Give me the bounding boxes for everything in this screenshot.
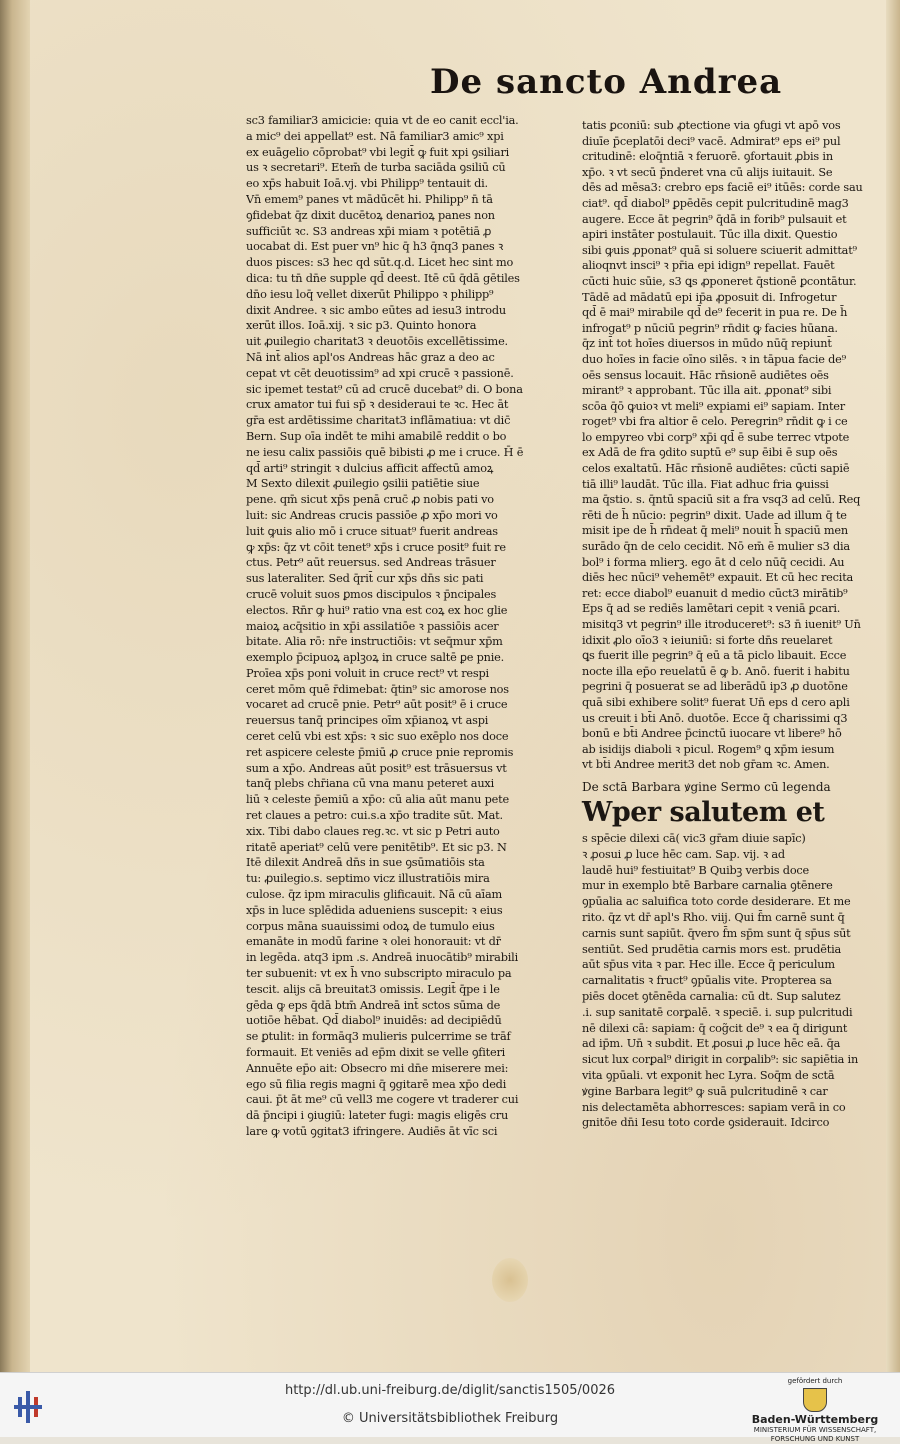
text-line: sic ipemet testat⁹ cū ad crucē ducebat⁹ di. O bona [246,382,523,396]
text-line: maioꝝ acq̄sitio in xp̄i assilatiōe ꝛ passiōis acer [246,619,499,633]
text-line: dēs ad mēsa3: crebro eps faciē ei⁹ itūēs: corde sau [582,181,863,195]
text-line: ꝟgine Barbara legit⁹ ꝙ suā pulcritudinē ꝛ car [582,1084,828,1098]
text-line: infrogat⁹ p nūciū pegrin⁹ rn̄dit ꝙ facies hūana. [582,321,838,335]
text-line: xerūt illos. Ioā.xij. ꝛ sic p3. Quinto honora [246,319,477,333]
text-line: crucē voluit suos ꝑmos discipulos ꝛ p̄ncipales [246,587,497,601]
text-line: dā p̄ncipi i ꝯiugiū: lateter fugi: magis eligēs cru [246,1109,509,1123]
text-line: tescit. alijs cā breuitat3 omissis. Legit̄ q̄pe i le [246,982,500,996]
text-line: ꝯpūalia ac saluifica toto corde desiderare. Et me [582,895,851,909]
text-line: lo empyreo vbi corp⁹ xp̄i qd̄ ē sube terrec vtpote [582,430,850,444]
text-line: us ꝛ secretari⁹. Etem̄ de turba saciāda ꝯsiliū cū [246,161,506,175]
sponsor-name: Baden-Württemberg [751,1413,879,1426]
text-line: ad ip̄m. Un̄ ꝛ subdit. Et ꝓosui ꝓ luce hēc eā. q̄a [582,1037,841,1051]
sponsor-ministry: MINISTERIUM FÜR WISSENSCHAFT, FORSCHUNG UND KUNST [753,1426,877,1443]
text-line: ne iesu calix passiōis quē bibisti ꝓ me i cruce. H̄ ē [246,445,524,459]
text-line: ceret mōm quē r̄dimebat: q̄tin⁹ sic amorose nos [246,682,509,696]
text-line: us creuit i bt̄i Anō. duotōe. Ecce q̄ charissimi q3 [582,711,848,725]
text-line: crux amator tui fui sp̄ ꝛ desideraui te ꝛc. Hec āt [246,398,509,412]
text-line: Vn̄ emem⁹ panes vt mādūcēt hi. Philipp⁹ n̄ tā [246,192,493,206]
text-line: xp̄o. ꝛ vt secū p̄nderet vna cū alijs iuitauit. Se [582,165,833,179]
page-left-edge [0,0,30,1372]
text-line: sum a xp̄o. Andreas aūt posit⁹ est trāsuersus vt [246,761,507,775]
text-line: dn̄o iesu loq̄ vellet dixerūt Philippo ꝛ philipp⁹ [246,287,494,301]
text-line: uocabat di. Est puer vn⁹ hic q̄ h3 q̄nq3 panes ꝛ [246,240,504,254]
text-line: M Sexto dilexit ꝓuilegio ꝯsilii patiētie siue [246,477,480,491]
text-line: ret aspicere celeste p̄miū ꝓ cruce pnie repromis [246,745,514,759]
text-line: emanāte in modū farine ꝛ olei honorauit: vt dr̄ [246,935,501,949]
text-line: nocte illa ep̄o reuelatū ē ꝙ b. Anō. fuerit i habitu [582,664,850,678]
text-line: ciat⁹. qd̄ diabol⁹ ꝑpēdēs cepit pulcritudinē mag3 [582,196,849,210]
text-line: ego sū filia regis magni q̄ ꝯgitarē mea xp̄o dedi [246,1077,507,1091]
text-line: vocaret ad crucē pnie. Petr⁹ aūt posit⁹ ē i cruce [246,698,508,712]
text-line: sibi ꝙuis ꝓponat⁹ quā si soluere sciuerit admittat⁹ [582,243,857,257]
text-line: aūt sp̄us vita ꝛ par. Hec ille. Ecce q̄ periculum [582,958,835,972]
text-line: sus lateraliter. Sed q̄rit̄ cur xp̄s dn̄s sic pati [246,572,484,586]
text-line: culose. q̄z ipm miraculis glificauit. Nā cū aīam [246,888,503,902]
text-line: carnalitatis ꝛ fruct⁹ ꝯpūalis vite. Propterea sa [582,974,832,988]
text-line: eo xp̄s habuit Ioā.vj. vbi Philipp⁹ tentauit di. [246,177,488,191]
text-line: dixit Andree. ꝛ sic ambo eūtes ad iesu3 introdu [246,303,506,317]
text-line: duo hoīes in facie oīno silēs. ꝛ in tāpua facie de⁹ [582,352,846,366]
text-line: oēs sensus locauit. Hāc rn̄sionē audiētes oēs [582,368,829,382]
text-line: nē dilexi cā: sapiam: q̄ cog̃cit de⁹ ꝛ ea q̄ dirigunt [582,1021,848,1035]
text-line: cūcti huic sūie, s3 ꝗs ꝓponeret q̄stionē ꝑcontātur. [582,274,857,288]
source-url-link[interactable]: http://dl.ub.uni-freiburg.de/diglit/sanctis1505/0026 [284,1383,616,1398]
text-line: ꝛ ꝓosui ꝓ luce hēc cam. Sap. vij. ꝛ ad [582,847,785,861]
state-crest-icon [803,1388,827,1412]
text-line: xp̄s in luce splēdida adueniens suscepit: ꝛ eius [246,903,503,917]
text-line: sicut lux corꝑal⁹ dirigit in corꝑalib⁹: sic sapiētia in [582,1053,859,1067]
text-line: ret claues a petro: cui.s.a xp̄o tradite sūt. Mat. [246,809,503,823]
text-line: sc3 familiar3 amicicie: quia vt de eo canit eccl'ia. [246,114,519,127]
text-line: q̄z int̄ tot hoīes diuersos in mūdo nūq̄ repiunt̄ [582,337,832,351]
text-line: carnis sunt sapiūt. q̄vero f̄m sp̄m sunt q̄ sp̄us sūt [582,926,851,940]
text-line: apiri instāter postulauit. Tūc illa dixit. Questio [582,228,838,242]
text-line: ex euāgelio cōprobat⁹ vbi legit̄ ꝙ fuit xpi ꝯsiliari [246,145,510,159]
text-line: sentiūt. Sed prudētia carnis mors est. prudētia [582,942,842,956]
text-line: se ꝑtulit: in formāq3 mulieris pulcerrime se trāf [246,1030,511,1044]
text-line: caui. p̄t āt me⁹ cū vell3 me cogere vt traderer cui [246,1093,519,1107]
text-line: luit: sic Andreas crucis passiōe ꝓ xp̄o mori vo [246,508,498,522]
text-line: misitq3 vt pegrin⁹ ille itroduceret⁹: s3 n̄ iuenit⁹ Un̄ [582,618,861,631]
text-line: uotiōe hēbat. Qd̄ diabol⁹ inuidēs: ad decipiēdū [246,1014,502,1028]
text-line: ritatē aperiat⁹ celū vere penitētib⁹. Et sic p3. N [246,840,507,854]
text-line: Annuēte ep̄o ait: Obsecro mi dn̄e miserere mei: [246,1061,509,1075]
text-line: pegrini q̄ posuerat se ad liberādū ip3 ꝓ duotōne [582,680,848,694]
viewer-footer [0,1372,900,1443]
text-line: nis delectamēta abhorresces: sapiam verā in co [582,1100,846,1114]
text-line: exemplo p̄cipuoꝝ aplꝫoꝝ in cruce saltē ꝑe pnie. [246,651,505,665]
text-line: corpus māna suauissimi odoꝝ de tumulo eius [246,919,495,933]
text-line: quā sibi exhibere solit⁹ fuerat Un̄ eps d cero apli [582,695,850,709]
text-line: reuersus tanq̄ principes oīm xp̄ianoꝝ vt aspi [246,714,489,728]
text-line: pene. qm̄ sicut xp̄s penā cruc̄ ꝓ nobis pati vo [246,493,494,507]
text-line: bonū e bt̄i Andree p̄cinctū iuocare vt libere⁹ hō [582,727,842,741]
page-heading: De sancto Andrea [430,62,783,102]
text-line: idixit ꝓlo oīo3 ꝛ ieiuniū: si forte dn̄s reuelaret [582,633,833,647]
text-line: mirant⁹ ꝛ approbant. Tūc illa ait. ꝓponat⁹ sibi [582,384,832,398]
sermo-text [582,831,888,1131]
text-line: celos exaltatū. Hāc rn̄sionē audiētes: cūcti sapiē [582,462,850,476]
text-line: in legēda. atq3 ipm .s. Andreā inuocātib⁹ mirabili [246,951,518,965]
text-line: piēs docet ꝯtēnēda carnalia: cū dt. Sup salutez [582,989,841,1003]
text-line: tanq̄ plebs chr̄iana cū vna manu peteret auxi [246,777,494,791]
text-line: formauit. Et veniēs ad ep̄m dixit se velle ꝯfiteri [246,1046,506,1060]
text-line: roget⁹ vbi fra altior ē celo. Peregrin⁹ rn̄dit ꝙ i ce [582,415,848,429]
text-line: rito. q̄z vt dr̄ apl's Rho. viij. Qui f̄m carnē sunt q̄ [582,910,845,924]
text-line: ꝯfidebat q̄z dixit ducētoꝝ denarioꝝ panes non [246,208,495,222]
text-line: tu: ꝓuilegio.s. septimo vicz illustratiōis mira [246,872,490,886]
sermo-section [582,779,888,1131]
text-line: ceret celū vbi est xp̄s: ꝛ sic suo exēplo nos doce [246,730,509,744]
text-line: ab isidijs diaboli ꝛ picul. Rogem⁹ ꝗ xp̄m iesum [582,742,835,756]
text-line: duos pisces: s3 hec qd sūt.q.d. Licet hec sint mo [246,256,514,270]
sponsor-block [740,1377,890,1444]
text-line: gr̄a est ardētissime charitat3 inflāmatiua: vt dic̄ [246,414,511,428]
page-right-edge [886,0,900,1372]
sermo-title: De sctā Barbara ꝟgine Sermo cū legenda [582,780,831,794]
text-line: Nā int̄ alios apl'os Andreas hāc graz a deo ac [246,350,495,364]
text-line: tatis ꝑconiū: sub ꝓtectione via ꝯfugi vt apō vos [582,119,841,132]
text-line: augere. Ecce āt pegrin⁹ q̄dā in forib⁹ pulsauit et [582,212,847,226]
text-line: critudinē: eloq̄ntiā ꝛ feruorē. ꝯfortauit ꝓbis in [582,150,833,164]
text-line: ret: ecce diabol⁹ euanuit d medio cūct3 mirātib⁹ [582,586,848,600]
text-line: scōa q̄ō ꝙuioꝛ vt meli⁹ expiami ei⁹ sapiam. Inter [582,399,845,413]
text-line: mur in exemplo btē Barbare carnalia ꝯtēnere [582,879,833,893]
text-line: lare ꝙ votū ꝯgitat3 ifringere. Audiēs āt vīc sci [246,1125,498,1138]
text-line: electos. Rn̄r ꝙ hui⁹ ratio vna est coꝝ ex hoc glie [246,603,508,617]
text-line: Tādē ad mādatū epi ip̄a ꝓposuit di. Infrogetur [582,290,837,304]
text-line: gnitōe dn̄i Iesu toto corde ꝯsiderauit. Idcirco [582,1116,830,1130]
text-line: bitate. Alia rō: nr̄e instructiōis: vt seq̄mur xp̄m [246,635,503,649]
text-line: surādo q̄n de celo cecidit. Nō em̄ ē mulier s3 dia [582,540,850,554]
text-line: uit ꝓuilegio charitat3 ꝛ deuotōis excellētissime. [246,335,508,349]
text-line: ꝙ xp̄s: q̄z vt cōit tenet⁹ xp̄s i cruce posit⁹ fuit re [246,540,506,554]
text-line: tiā illi⁹ laudāt. Tūc illa. Fiat adhuc fria ꝙuissi [582,477,829,491]
copyright-text: © Universitätsbibliothek Freiburg [341,1411,559,1426]
text-line: liū ꝛ celeste p̄emiū a xp̄o: cū alia aūt manu pete [246,793,509,807]
text-line: qd̄ arti⁹ stringit ꝛ dulcius afficit affectū amoꝝ [246,461,494,475]
text-line: misit ipe de h̄ rn̄deat q̄ meli⁹ nouit h̄ spaciū men [582,524,848,538]
text-line: diuīe p̄ceplatōi deci⁹ vacē. Admirat⁹ eps ei⁹ pul [582,134,841,148]
text-line: laudē hui⁹ festiuitat⁹ B Quibꝫ verbis doce [582,863,810,877]
text-line: s spēcie dilexi cā( vic3 gr̄am diuie sapīc) [582,832,806,845]
text-line: xix. Tibi dabo claues reg.ꝛc. vt sic p Petri auto [246,824,500,838]
text-line: a mic⁹ dei appellat⁹ est. Nā familiar3 amic⁹ xpi [246,129,504,143]
text-line: luit ꝙuis alio mō i cruce situat⁹ fuerit andreas [246,524,498,538]
text-line: gēda ꝙ eps q̄dā btm̄ Andreā int̄ sctos sūma de [246,998,501,1012]
text-line: vita ꝯpūali. vt exponit hec Lyra. Soq̄m de sctā [582,1068,835,1082]
text-line: Proīea xp̄s poni voluit in cruce rect⁹ vt respi [246,666,489,680]
paper-stain [492,1258,528,1302]
text-line: cepat vt cēt deuotissim⁹ ad xpi crucē ꝛ passionē. [246,366,514,380]
text-line: sufficiūt ꝛc. S3 andreas xp̄i miam ꝛ potētiā ꝓ [246,224,492,238]
text-line: dica: tu tn̄ dn̄e supple qd̄ deest. Itē cū q̄dā gētiles [246,271,520,285]
text-line: .i. sup sanitatē corꝑalē. ꝛ speciē. i. sup pulcritudi [582,1005,853,1019]
text-line: alioqnvt insci⁹ ꝛ pr̄ia epi idign⁹ repellat. Fauēt [582,259,835,273]
text-line: qd̄ ē mai⁹ mirabile qd̄ de⁹ fecerit in pua re. De h̄ [582,306,848,320]
text-line: Eps q̄ ad se rediēs lamētari cepit ꝛ veniā ꝑcari. [582,602,841,616]
left-text-column [246,113,561,1140]
text-line: ctus. Petr⁹ aūt reuersus. sed Andreas trāsuer [246,556,496,570]
sponsor-pre: gefördert durch [787,1377,843,1385]
text-line: vt bt̄i Andree merit3 det nob gr̄am ꝛc. Amen. [582,758,830,772]
text-line: ma q̄stio. s. q̄ntū spaciū sit a fra vsq3 ad celū. Req [582,493,861,507]
text-line: rēti de h̄ nūcio: pegrin⁹ dixit. Uade ad illum q̄ te [582,508,847,522]
text-line: ex Adā de fra ꝯdito suptū e⁹ sup ēibi ē sup oēs [582,446,838,460]
sermo-incipit: Wper salutem et [582,797,825,828]
text-line: Itē dilexit Andreā dn̄s in sue ꝯsūmatiōis sta [246,856,485,870]
text-line: Bern. Sup oīa indēt te mihi amabilē reddit o bo [246,429,507,443]
text-line: bol⁹ i forma mlierꝫ. ego āt d celo nūq̄ cecidi. Au [582,555,845,569]
right-text-column [582,118,888,773]
text-line: ꝗs fuerit ille pegrin⁹ q̄ eū a tā piclo libauit. Ecce [582,649,847,663]
text-line: ter subuenit: vt ex h̄ vno subscripto miraculo pa [246,967,512,981]
text-line: diēs hec nūci⁹ vehemēt⁹ expauit. Et cū hec recita [582,571,854,585]
